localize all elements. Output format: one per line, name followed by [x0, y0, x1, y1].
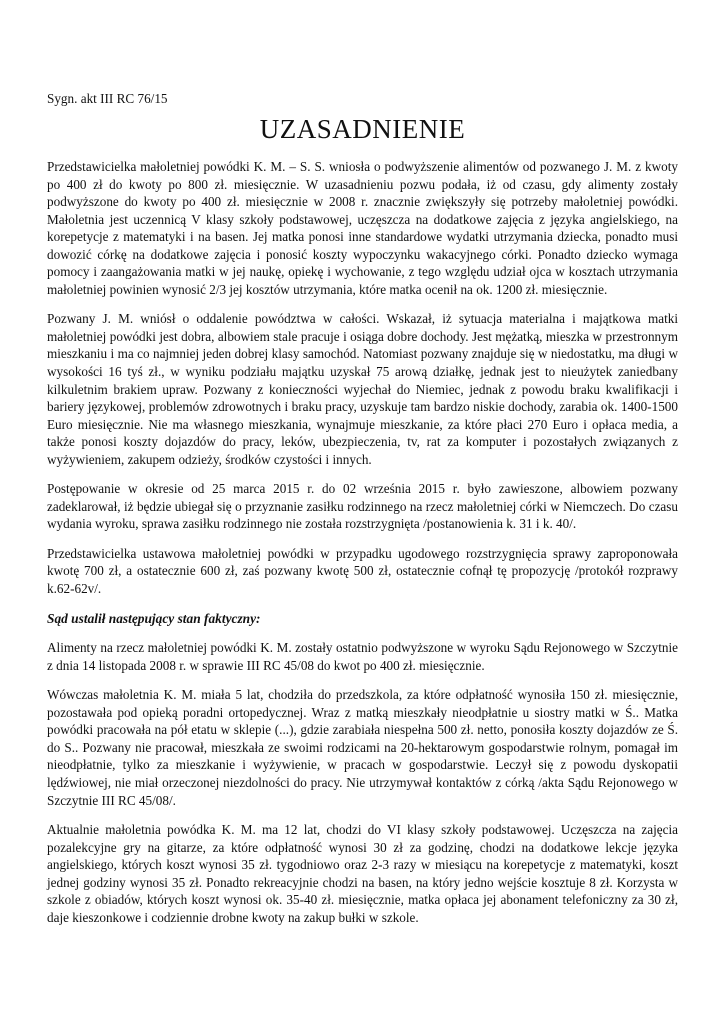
paragraph-findings-1: Alimenty na rzecz małoletniej powódki K. M. zostały ostatnio podwyższone w wyroku Sądu Rejonowego w Szczytnie z dnia 14 listopada 2008 r. w sprawie III RC 45/08 do kwot po 400 zł. miesięcznie.: [47, 640, 678, 673]
document-title: UZASADNIENIE: [259, 114, 466, 144]
paragraph-intro-4: Przedstawicielka ustawowa małoletniej powódki w przypadku ugodowego rozstrzygnięcia sprawy zaproponowała kwotę 700 zł, a ostatecznie 600 zł, zaś pozwany kwotę 500 zł, ostatecznie cofnął tę propozycję /protokół rozprawy k.62-62v/.: [47, 545, 678, 597]
case-number: Sygn. akt III RC 76/15: [47, 91, 168, 106]
paragraph-findings-2: Wówczas małoletnia K. M. miała 5 lat, chodziła do przedszkola, za które odpłatność wynosiła 150 zł. miesięcznie, pozostawała pod opieką poradni ortopedycznej. Wraz z matką mieszkały nieodpłatnie u siostry matki w Ś.. Matka powódki pracowała na pół etatu w sklepie (...), gdzie zarabiała niespełna 500 zł. netto, ponosiła koszty dojazdów ze Ś. do S.. Pozwany nie pracował, mieszkała ze swoimi rodzicami na 20-hektarowym gospodarstwie rolnym, pomagał im nieodpłatnie, tylko za mieszkanie i wyżywienie, w pracach w gospodarstwie. Leczył się z powodu dyskopatii lędźwiowej, nie miał orzeczonej niezdolności do pracy. Nie utrzymywał kontaktów z córką /akta Sądu Rejonowego w Szczytnie III RC 45/08/.: [47, 687, 678, 808]
paragraph-intro-1: Przedstawicielka małoletniej powódki K. M. – S. S. wniosła o podwyższenie alimentów od pozwanego J. M. z kwoty po 400 zł do kwoty po 800 zł. miesięcznie. W uzasadnieniu pozwu podała, iż od czasu, gdy alimenty zostały podwyższone do kwoty po 400 zł. miesięcznie w 2008 r. znacznie zwiększyły się potrzeby małoletniej powódki. Małoletnia jest uczennicą V klasy szkoły podstawowej, uczęszcza na dodatkowe zajęcia z języka angielskiego, na korepetycje z matematyki i na basen. Jej matka ponosi inne standardowe wydatki utrzymania dziecka, ponadto musi dowozić córkę na dodatkowe zajęcia i ponosić koszty wypoczynku wakacyjnego córki. Ponadto dziecko wymaga pomocy i zaangażowania matki w jej naukę, opiekę i wychowanie, z tego względu udział ojca w kosztach utrzymania małoletniej powinien wynosić 2/3 jej kosztów utrzymania, które matka ocenił na ok. 1200 zł. miesięcznie.: [47, 159, 678, 297]
paragraph-intro-2: Pozwany J. M. wniósł o oddalenie powództwa w całości. Wskazał, iż sytuacja materialna i majątkowa matki małoletniej powódki jest dobra, albowiem stale pracuje i osiąga dobre dochody. Jest mężatką, mieszka w przestronnym mieszkaniu i ma co najmniej jeden dobrej klasy samochód. Natomiast pozwany znajduje się w niedostatku, ma długi w wysokości 16 tyś zł., w wyniku podziału majątku uzyskał 75 arową działkę, jednak jest to nieużytek zaniedbany kilkuletnim brakiem upraw. Pozwany z konieczności wyjechał do Niemiec, jednak z powodu braku kwalifikacji i bariery językowej, problemów zdrowotnych i braku pracy, uzyskuje tam bardzo niskie dochody, zarabia ok. 1400-1500 Euro miesięcznie. Nie ma własnego mieszkania, wynajmuje mieszkanie, za które płaci 270 Euro i opłaca media, a także ponosi koszty dojazdów do pracy, leków, ubezpieczenia, tv, rat za komputer i pozostałych związanych z wyżywieniem, zakupem odzieży, środków czystości i innych.: [47, 311, 678, 467]
findings-section-heading: Sąd ustalił następujący stan faktyczny:: [47, 610, 261, 626]
paragraph-intro-3: Postępowanie w okresie od 25 marca 2015 r. do 02 września 2015 r. było zawieszone, albowiem pozwany zadeklarował, iż będzie ubiegał się o przyznanie zasiłku rodzinnego na rzecz małoletniej córki w Niemczech. Do czasu wydania wyroku, sprawa zasiłku rodzinnego nie została rozstrzygnięta /postanowienia k. 31 i k. 40/.: [47, 481, 678, 532]
paragraph-findings-3: Aktualnie małoletnia powódka K. M. ma 12 lat, chodzi do VI klasy szkoły podstawowej. Uczęszcza na zajęcia pozalekcyjne gry na gitarze, za które odpłatność wynosi 30 zł za godzinę, chodzi na dodatkowe lekcje języka angielskiego, których koszt wynosi 35 zł. tygodniowo oraz 2-3 razy w miesiącu na korepetycje z matematyki, koszt jednej godziny wynosi 35 zł. Ponadto rekreacyjnie chodzi na basen, na który jedno wejście kosztuje 8 zł. Korzysta w szkole z obiadów, których koszt wynosi ok. 35-40 zł. miesięcznie, matka opłaca jej abonament telefoniczny za 30 zł, daje kieszonkowe i codziennie drobne kwoty na zakup bułki w szkole.: [47, 822, 678, 925]
